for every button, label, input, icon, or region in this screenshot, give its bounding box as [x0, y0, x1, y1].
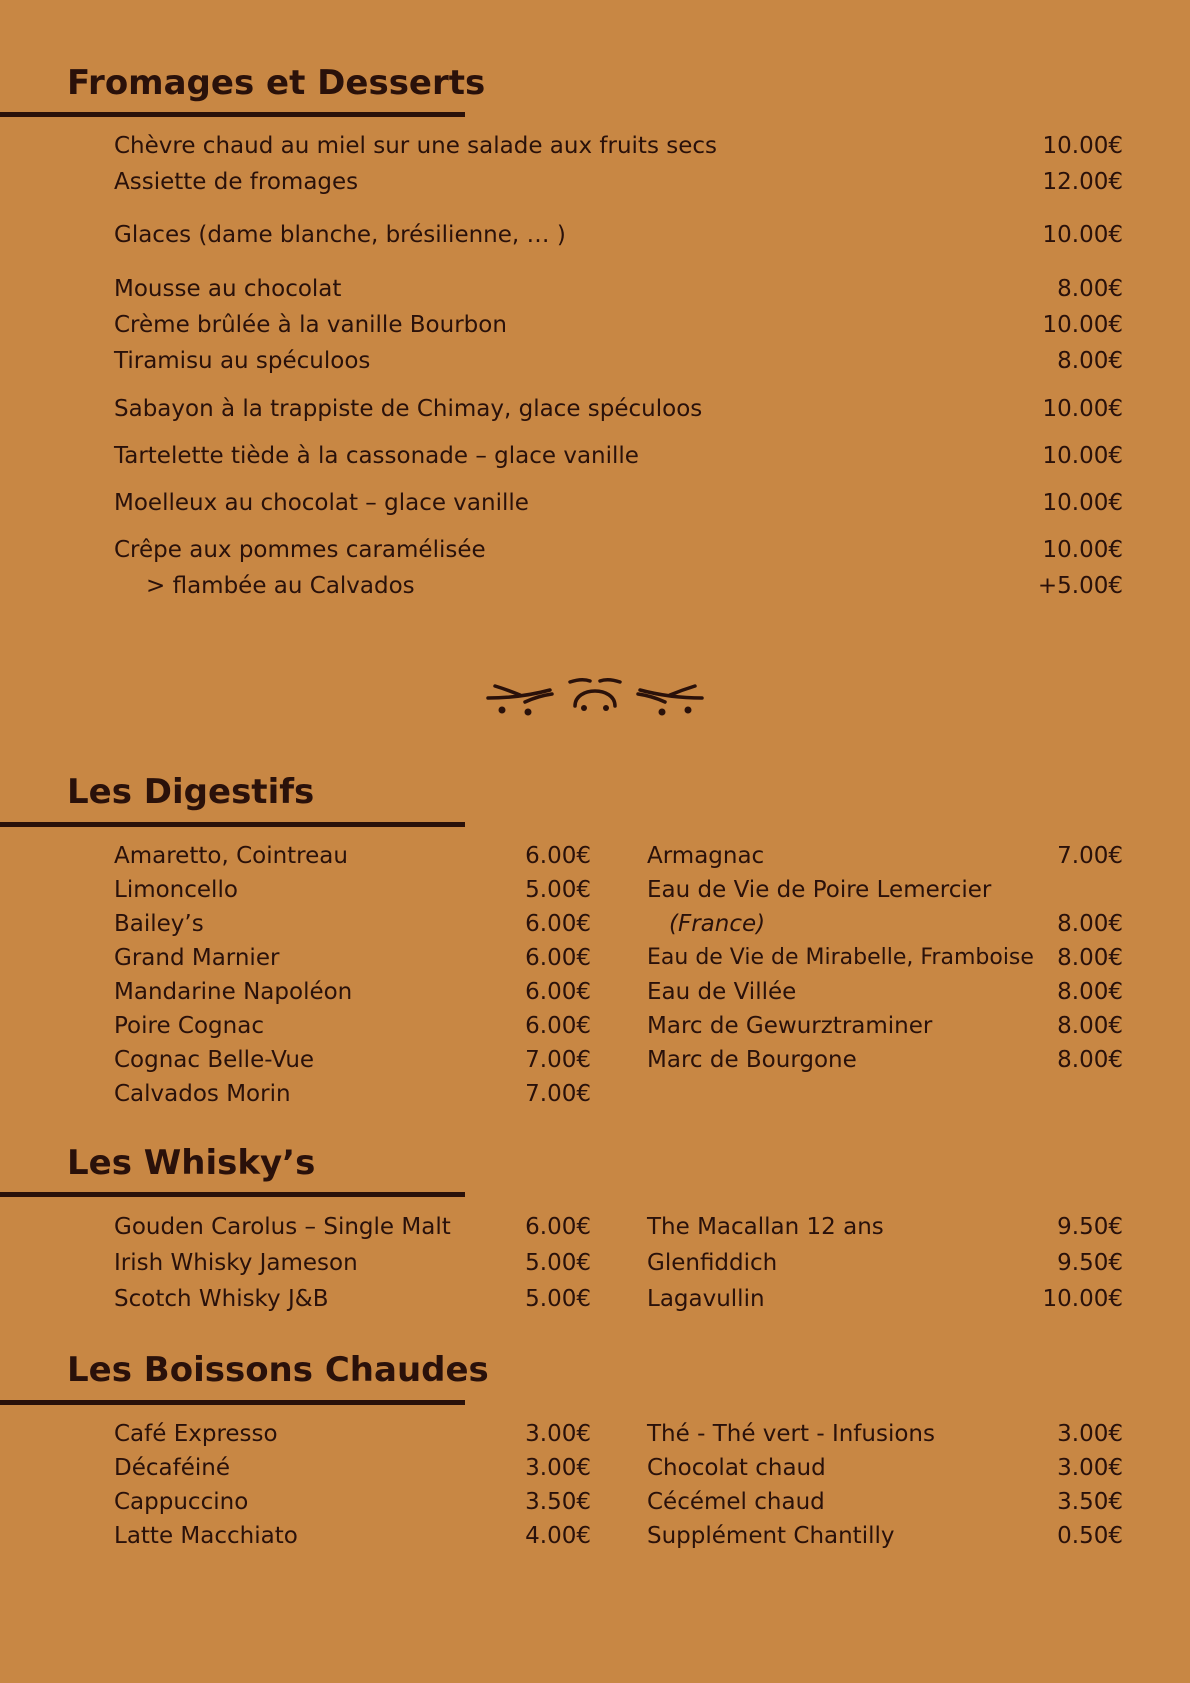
- menu-price: 5.00€: [525, 1286, 591, 1312]
- menu-price: 3.00€: [1057, 1455, 1123, 1481]
- menu-item: Calvados Morin: [114, 1081, 291, 1107]
- menu-item: Glenfiddich: [647, 1250, 778, 1276]
- menu-item: Scotch Whisky J&B: [114, 1286, 329, 1312]
- menu-item: Cappuccino: [114, 1489, 249, 1515]
- menu-price: 6.00€: [525, 1013, 591, 1039]
- menu-price: 8.00€: [1057, 945, 1123, 971]
- menu-item: The Macallan 12 ans: [647, 1214, 884, 1240]
- menu-price: 8.00€: [1057, 276, 1123, 302]
- menu-price: 3.00€: [1057, 1421, 1123, 1447]
- menu-price: 6.00€: [525, 979, 591, 1005]
- menu-item: Tartelette tiède à la cassonade – glace vanille: [114, 443, 639, 469]
- menu-price: 6.00€: [525, 1214, 591, 1240]
- menu-price: 3.00€: [525, 1455, 591, 1481]
- menu-price: 12.00€: [1042, 169, 1123, 195]
- menu-item: Assiette de fromages: [114, 169, 359, 195]
- menu-item: Supplément Chantilly: [647, 1523, 895, 1549]
- menu-item: Décaféiné: [114, 1455, 230, 1481]
- menu-item: Crème brûlée à la vanille Bourbon: [114, 312, 507, 338]
- menu-price: 8.00€: [1057, 979, 1123, 1005]
- menu-item-option: > flambée au Calvados: [146, 573, 415, 599]
- menu-price: 10.00€: [1042, 1286, 1123, 1312]
- menu-item: Grand Marnier: [114, 945, 280, 971]
- menu-price: 8.00€: [1057, 911, 1123, 937]
- menu-price: 3.50€: [525, 1489, 591, 1515]
- menu-price: 7.00€: [525, 1047, 591, 1073]
- menu-price: 10.00€: [1042, 490, 1123, 516]
- menu-item: Sabayon à la trappiste de Chimay, glace spéculoos: [114, 396, 703, 422]
- menu-item: Eau de Vie de Mirabelle, Framboise: [647, 945, 1034, 970]
- menu-price: 10.00€: [1042, 396, 1123, 422]
- menu-item: Bailey’s: [114, 911, 204, 937]
- menu-item: Amaretto, Cointreau: [114, 843, 348, 869]
- menu-price: 10.00€: [1042, 222, 1123, 248]
- menu-item: Mousse au chocolat: [114, 276, 342, 302]
- menu-item: Marc de Bourgone: [647, 1047, 857, 1073]
- section-title-desserts: Fromages et Desserts: [67, 63, 486, 103]
- menu-price: 10.00€: [1042, 133, 1123, 159]
- menu-price: 6.00€: [525, 843, 591, 869]
- menu-item: Crêpe aux pommes caramélisée: [114, 537, 486, 563]
- menu-price: 3.50€: [1057, 1489, 1123, 1515]
- menu-item: Café Expresso: [114, 1421, 278, 1447]
- menu-price: 4.00€: [525, 1523, 591, 1549]
- flourish-ornament-icon: [480, 668, 710, 718]
- section-rule: [0, 112, 465, 117]
- menu-item: Eau de Vie de Poire Lemercier: [647, 877, 992, 903]
- section-rule: [0, 1400, 465, 1405]
- menu-item: Cécémel chaud: [647, 1489, 825, 1515]
- menu-item: Limoncello: [114, 877, 238, 903]
- section-title-hot-drinks: Les Boissons Chaudes: [67, 1350, 489, 1390]
- menu-item: Moelleux au chocolat – glace vanille: [114, 490, 529, 516]
- menu-item: Cognac Belle-Vue: [114, 1047, 315, 1073]
- menu-price: 10.00€: [1042, 537, 1123, 563]
- menu-item: Thé - Thé vert - Infusions: [647, 1421, 935, 1447]
- menu-price: 7.00€: [1057, 843, 1123, 869]
- menu-price: 8.00€: [1057, 1047, 1123, 1073]
- menu-item: Eau de Villée: [647, 979, 797, 1005]
- menu-price: 9.50€: [1057, 1250, 1123, 1276]
- menu-item: Mandarine Napoléon: [114, 979, 353, 1005]
- menu-item: Chocolat chaud: [647, 1455, 826, 1481]
- menu-item: Marc de Gewurztraminer: [647, 1013, 933, 1039]
- menu-item: Poire Cognac: [114, 1013, 264, 1039]
- menu-item: Armagnac: [647, 843, 765, 869]
- menu-item-origin: (France): [669, 911, 766, 937]
- menu-price: 7.00€: [525, 1081, 591, 1107]
- section-rule: [0, 1192, 465, 1197]
- menu-price: 8.00€: [1057, 1013, 1123, 1039]
- menu-price: 8.00€: [1057, 348, 1123, 374]
- menu-price: 10.00€: [1042, 312, 1123, 338]
- menu-price: 5.00€: [525, 877, 591, 903]
- menu-price: +5.00€: [1037, 573, 1123, 599]
- menu-item: Lagavullin: [647, 1286, 765, 1312]
- menu-price: 0.50€: [1057, 1523, 1123, 1549]
- menu-price: 6.00€: [525, 945, 591, 971]
- section-title-digestifs: Les Digestifs: [67, 772, 315, 812]
- menu-item: Chèvre chaud au miel sur une salade aux fruits secs: [114, 133, 717, 159]
- menu-item: Latte Macchiato: [114, 1523, 298, 1549]
- menu-item: Irish Whisky Jameson: [114, 1250, 358, 1276]
- section-title-whisky: Les Whisky’s: [67, 1143, 316, 1183]
- section-rule: [0, 822, 465, 827]
- menu-price: 10.00€: [1042, 443, 1123, 469]
- menu-price: 9.50€: [1057, 1214, 1123, 1240]
- menu-item: Glaces (dame blanche, brésilienne, … ): [114, 222, 566, 248]
- menu-item: Gouden Carolus – Single Malt: [114, 1214, 451, 1240]
- menu-price: 5.00€: [525, 1250, 591, 1276]
- menu-price: 3.00€: [525, 1421, 591, 1447]
- menu-item: Tiramisu au spéculoos: [114, 348, 371, 374]
- menu-price: 6.00€: [525, 911, 591, 937]
